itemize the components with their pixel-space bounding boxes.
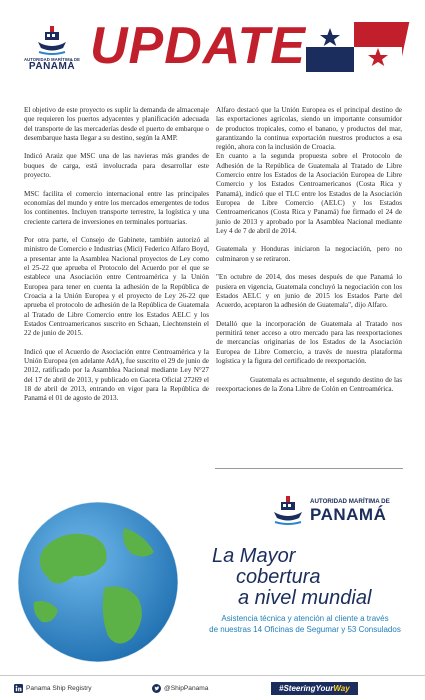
ad-tagline — [200, 546, 400, 609]
paragraph: "En octubre de 2014, dos meses después de que Panamá lo pusiera en vigencia, Guatemala concluyó la negociación con los Estados AELC y en junio de 2015 los Estados Parte del Acuerdo, aceptaron la adhesión de Guatemala", dijo Alfaro. — [216, 273, 402, 310]
paragraph: MSC facilita el comercio internacional entre las principales economías del mundo y entre los mercados emergentes de todos los continentes. Incluyen transporte terrestre, la logística y una creciente cartera de inversiones en terminales portuarias. — [24, 189, 209, 226]
ad-logo — [270, 490, 390, 530]
tagline-line: cobertura — [236, 566, 321, 588]
paragraph: Indicó Araúz que MSC una de las navieras más grandes de buques de carga, está involucrada para desarrollar este proyecto. — [24, 152, 209, 180]
paragraph: Indicó que el Acuerdo de Asociación entre Centroamérica y la Unión Europea (en adelante AdA), fue suscrito el 29 de junio de 2012, ratificado por la Asamblea Nacional mediante Ley N°27 del 17 de abril de 2013, y publicado en Gaceta Oficial 27269 el 18 de abril de 2013, entrando en vigor para la República de Panamá el 01 de agosto de 2013. — [24, 347, 209, 403]
paragraph: El objetivo de este proyecto es suplir la demanda de almacenaje que requieren los puertos adyacentes y planificación adecuada del transporte de las mercaderías desde el puerto de embarque o desembarque hasta llegar a su destino, según la AMP. — [24, 106, 209, 142]
advertisement — [0, 476, 425, 700]
twitter-label: @ShipPanama — [164, 685, 209, 692]
paragraph: Detalló que la incorporación de Guatemala al Tratado nos permitirá tener acceso a otro mercado para las reexportaciones de mercancías originarias de los Estados de la Asociación Europea de Libre Comercio, a través de nuestra plataforma logística y la figura del certificado de reexportación. — [216, 319, 402, 366]
globe-icon — [14, 498, 182, 666]
paragraph: Por otra parte, el Consejo de Gabinete, también autorizó al ministro de Comercio e Industrias (Mici) Federico Alfaro Boyd, a presentar ante la Asamblea Nacional proyectos de Ley como el 25-22 que aprueba el Protocolo del Acuerdo por el que se establece una Asociación entre Centroamérica y la Unión Europea para tener en cuenta la adhesión de la República de Croacia a la Unión Europea y el proyecto de Ley 26-22 que aprueba el protocolo de adhesión de la República de Guatemala al Tratado de Libre Comercio entre los Estados AELC y los Estados Centroamericanos suscrito en Schaan, Liechtenstein el 22 de junio de 2015. — [24, 236, 209, 338]
ad-logo-big-text: PANAMÁ — [310, 505, 387, 524]
article-left-column — [24, 106, 209, 413]
page-title: UPDATE — [86, 16, 310, 76]
header — [0, 0, 425, 92]
paragraph: En cuanto a la segunda propuesta sobre el Protocolo de Adhesión de la República de Guatemala al Tratado de Libre Comercio entre los Estados de la Asociación Europea de Libre Comercio y los Estados Centroamericanos (Costa Rica y Panamá), indicó que el TLC entre los Estados de la Asociación Europea de Libre Comercio (AELC) y los Estados Centroamericanos (Costa Rica y Panamá) fue firmado el 24 de junio de 2013 y aprobado por la Asamblea Nacional mediante Ley 4 de 7 de abril de 2014. — [216, 152, 402, 235]
logo-small-text: AUTORIDAD MARÍTIMA DE — [23, 57, 81, 62]
ship-logo-icon — [35, 22, 69, 56]
panama-flag-icon — [306, 22, 402, 72]
paragraph: Alfaro destacó que la Unión Europea es el principal destino de las exportaciones agrícolas, siendo un importante consumidor de productos tropicales, como el banano, y productos del mar, garantizando la continua exportación nuestros productos a esa región, ahora con la inclusión de Croacia. — [216, 106, 402, 152]
footer — [0, 675, 425, 700]
ad-subtext: Asistencia técnica y atención al cliente a través de nuestras 14 Oficinas de Segumar y 53 Consulados — [209, 614, 401, 634]
linkedin-icon — [14, 684, 23, 693]
ad-logo-small-text: AUTORIDAD MARÍTIMA DE — [310, 498, 390, 505]
amp-logo — [22, 22, 82, 80]
linkedin-link[interactable] — [14, 684, 92, 693]
twitter-icon — [152, 684, 161, 693]
linkedin-label: Panama Ship Registry — [26, 685, 92, 692]
hashtag-badge: #SteeringYourWay — [271, 682, 358, 695]
divider — [215, 468, 403, 469]
tagline-line: La Mayor — [212, 545, 296, 567]
paragraph: Guatemala es actualmente, el segundo destino de las reexportaciones de la Zona Libre de Colón en Centroamérica. — [216, 375, 402, 393]
article-right-column — [216, 106, 402, 404]
ship-logo-icon — [270, 492, 306, 526]
tagline-line: a nivel mundial — [238, 587, 372, 609]
logo-big-text: PANAMÁ — [28, 61, 76, 72]
twitter-link[interactable] — [152, 684, 208, 693]
paragraph: Guatemala y Honduras iniciaron la negociación, pero no culminaron y se retiraron. — [216, 245, 402, 263]
